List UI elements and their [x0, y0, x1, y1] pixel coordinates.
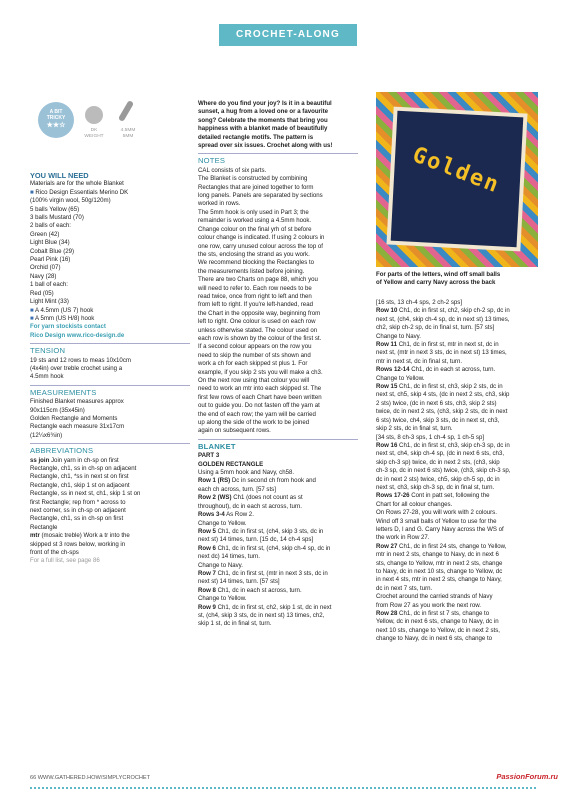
text-line: [16 sts, 13 ch-4 sps, 2 ch-2 sps] [376, 299, 463, 306]
text-line: Row 7 Ch1, dc in first st, (mtr in next 3 sts, dc in [198, 569, 328, 577]
text-line: 19 sts and 12 rows to meas 10x10cm [30, 356, 131, 364]
caption-line: of Yellow and carry Navy across the back [376, 279, 496, 287]
text-line: up along the side of the work to be joined [198, 419, 310, 427]
text-line: front of the ch-sps [30, 549, 79, 557]
text-line: For a full list, see page 86 [30, 557, 100, 565]
text-line: 1 ball of each: [30, 281, 68, 289]
photo-word: Golden [409, 142, 504, 199]
hook-size-label [114, 128, 142, 139]
section-divider [30, 385, 190, 386]
section-divider [30, 343, 190, 344]
text-line: Crochet around the carried strands of Navy [376, 593, 493, 601]
text-line: Finished Blanket measures approx [30, 398, 124, 406]
text-line: again on subsequent rows. [198, 427, 271, 435]
text-line: next st, ch3, skip ch-3 sp, dc in final st, turn. [376, 483, 495, 491]
difficulty-badge [38, 102, 74, 138]
yarn-ball-icon [85, 106, 103, 124]
text-line: sunset, a hug from a loved one or a favourite [198, 108, 329, 116]
text-line: skip 2 sts, dc in final st, turn. [376, 425, 453, 433]
section-heading: ABBREVIATIONS [30, 447, 94, 456]
text-line: ss join Join yarn in ch-sp on first [30, 456, 119, 464]
golden-rectangle-photo [376, 92, 538, 267]
stars-icon: ★★☆ [46, 122, 66, 129]
text-line: We recommend blocking the Rectangles to [198, 259, 315, 267]
text-line: sts, change to Yellow, mtr in next 2 sts, change [376, 559, 503, 567]
text-line: Light Blue (34) [30, 239, 70, 247]
text-line: 4.5mm hook [30, 373, 64, 381]
text-line: [34 sts, 8 ch-3 sps, 1 ch-4 sp, 1 ch-5 sp] [376, 433, 485, 441]
text-line: next st, ch4, skip ch-4 sp, (dc in next 6 sts, ch3, [376, 450, 505, 458]
text-line: left to right. One colour is used on each row [198, 318, 316, 326]
text-line: work a ch for each skipped st plus 1. For [198, 360, 308, 368]
text-line: Rows 12-14 Ch1, dc in each st across, turn. [376, 366, 496, 374]
text-line: Change colour on the final yrh of st before [198, 225, 312, 233]
watermark: PassionForum.ru [496, 772, 558, 781]
text-line: (100% virgin wool, 50g/120m) [30, 197, 111, 205]
text-line: skipped st 3 rows below, working in [30, 540, 126, 548]
page-footer: 66 WWW.GATHERED.HOW/SIMPLYCROCHET [30, 775, 151, 781]
section-divider [198, 153, 358, 154]
text-line: dc in next 7 sts, turn. [376, 584, 433, 592]
text-line: next dc) 14 times, turn. [198, 553, 260, 561]
text-line: Rectangle each measure 31x17cm [30, 423, 125, 431]
text-line: colour change is indicated. If using 2 colours in [198, 234, 325, 242]
column-notes [198, 100, 358, 629]
text-line: (12¼x6¾in) [30, 431, 63, 439]
text-line: Row 1 (RS) Dc in second ch from hook and [198, 477, 316, 485]
text-line: long panels. Panels are separated by sections [198, 192, 323, 200]
text-line: twice, dc in next 2 sts, (ch3, skip 2 sts, dc in next [376, 408, 508, 416]
text-line: ■ A 4.5mm (US 7) hook [30, 306, 94, 314]
text-line: next st) 14 times, turn. [15 dc, 14 ch-4 sps] [198, 536, 314, 544]
text-line: next 10 sts, change to Yellow, dc in next 2 sts, [376, 626, 500, 634]
text-line: next st, (ch4, skip ch-4 sp, dc in next st) 13 times, [376, 315, 510, 323]
text-line: example, if you skip 2 sts you will make a ch3. [198, 368, 323, 376]
difficulty-panel [30, 92, 190, 168]
text-line: from left to right. If you're left-handed, read [198, 301, 313, 309]
text-line: CAL consists of six parts. [198, 166, 267, 174]
text-line: mtr (mosaic treble) Work a tr into the [30, 532, 130, 540]
text-line: On Rows 27-28, you will work with 2 colours. [376, 509, 497, 517]
text-line: The 5mm hook is only used in Part 3; the [198, 208, 309, 216]
text-line: first few rows of each Chart have been written [198, 393, 322, 401]
text-line: Change to Navy. [376, 332, 421, 340]
text-line: next st, ch5, skip 4 sts, (dc in next 2 sts, ch3, skip [376, 391, 510, 399]
text-line: will need to refer to. Each row needs to be [198, 284, 312, 292]
hook-label-2: 5MM [122, 133, 134, 139]
text-line: each row is shown by the colour of the first st. [198, 334, 322, 342]
text-line: dc in next 2 sts) twice, ch5, skip ch-5 sp, dc in [376, 475, 500, 483]
text-line: from Row 27 as you work the next row. [376, 601, 481, 609]
text-line: Where do you find your joy? Is it in a beautiful [198, 100, 332, 107]
text-line: (4x4in) over treble crochet using a [30, 364, 123, 372]
text-line: The Blanket is constructed by combining [198, 175, 308, 183]
text-line: Red (05) [30, 289, 54, 297]
text-line: Rectangle, ch1, ss in ch-sp on first [30, 515, 124, 523]
text-line: mtr in next 2 sts, change to Navy, dc in next 6 [376, 551, 499, 559]
text-line: Yellow, dc in next 6 sts, change to Navy, dc in [376, 618, 499, 626]
text-line: Row 5 Ch1, dc in first st, (ch4, skip 3 sts, dc in [198, 527, 324, 535]
text-line: song? Celebrate the moments that bring you [198, 116, 328, 124]
text-line: detailed rectangle motifs. The pattern is [198, 133, 314, 141]
text-line: 2 balls of each: [30, 222, 71, 230]
text-line: next corner, ss in ch-sp on adjacent [30, 507, 126, 515]
text-line: 6 sts) twice, ch4, skip 3 sts, dc in next st, ch3, [376, 416, 500, 424]
text-line: ch2, skip ch-2 sp, dc in final st, turn. [57 sts] [376, 324, 495, 332]
text-line: Row 9 Ch1, dc in first st, ch2, skip 1 st, dc in next [198, 603, 332, 611]
footer-rule [30, 787, 536, 789]
text-line: Using a 5mm hook and Navy, ch58. [198, 469, 295, 477]
text-line: 2 sts) twice, (dc in next 6 sts, ch3, skip 2 sts) [376, 399, 497, 407]
yarn-weight-label [80, 128, 108, 139]
text-line: the sts, enclosing the strand as you work. [198, 250, 310, 258]
text-line: There are two Charts on page 88, which you [198, 276, 318, 284]
text-line: Change to Yellow. [198, 595, 247, 603]
text-line: in next 4 sts, mtr in next 2 sts, change to Navy, [376, 576, 502, 584]
text-line: Rectangle, ch1, *ss in next st on first [30, 473, 129, 481]
text-line: Cobalt Blue (29) [30, 247, 75, 255]
text-line: Chart for all colour changes. [376, 500, 453, 508]
text-line: GOLDEN RECTANGLE [198, 460, 264, 468]
text-line: happiness with a blanket made of beautifully [198, 125, 328, 133]
text-line: 90x115cm (35x45in) [30, 406, 85, 414]
text-line: Rows 3-4 As Row 2. [198, 511, 254, 519]
text-line: Rectangle, ch1, skip 1 st on adjacent [30, 481, 130, 489]
text-line: PART 3 [198, 452, 220, 460]
section-heading: MEASUREMENTS [30, 388, 97, 397]
text-line: Row 16 Ch1, dc in first st, ch3, skip ch-3 sp, dc in [376, 441, 510, 449]
text-line: throughout), dc in each st across, turn. [198, 502, 302, 510]
yarn-label-2: WEIGHT [84, 133, 104, 139]
section-divider [30, 443, 190, 444]
text-line: 5 balls Yellow (65) [30, 205, 80, 213]
text-line: skip 1 st, dc in final st, turn. [198, 620, 272, 628]
text-line: unless otherwise stated. The colour used on [198, 326, 318, 334]
yarn-label-1: DK [90, 128, 98, 133]
text-line: Materials are for the whole Blanket [30, 180, 124, 188]
text-line: the work in Row 27. [376, 534, 430, 542]
text-line: skip ch-3 sp) twice, dc in next 2 sts, (ch3, skip [376, 458, 500, 466]
section-divider [198, 439, 358, 440]
text-line: Rectangle, ch1, ss in ch-sp on adjacent [30, 465, 137, 472]
text-line: Light Mint (33) [30, 298, 69, 306]
text-line: mtr in next st, dc in final st, turn. [376, 357, 463, 365]
section-banner: CROCHET-ALONG [219, 24, 357, 46]
text-line: letters D, l and G. Carry Navy across the WS of [376, 525, 504, 533]
text-line: Pearl Pink (16) [30, 256, 71, 264]
column-requirements [30, 172, 190, 566]
section-heading: BLANKET [198, 442, 236, 451]
text-line: Row 15 Ch1, dc in first st, ch3, skip 2 sts, dc in [376, 383, 503, 391]
text-line: Navy (28) [30, 272, 57, 280]
text-line: Rectangle, ss in next st, ch1, skip 1 st on [30, 490, 141, 498]
badge-line2: TRICKY [46, 115, 66, 121]
text-line: one row, carry unused colour across the top of [198, 242, 323, 250]
text-line: Row 10 Ch1, dc in first st, ch2, skip ch-2 sp, dc in [376, 307, 510, 315]
text-line: ■ A 5mm (US H/8) hook [30, 314, 95, 322]
hook-label-1: 4.5MM [120, 128, 136, 133]
text-line: Row 8 Ch1, dc in each st across, turn. [198, 586, 302, 594]
section-heading: TENSION [30, 347, 66, 356]
text-line: Orchid (07) [30, 264, 61, 272]
text-line: spread over six issues. Crochet along with us! [198, 142, 333, 150]
crochet-hook-icon [118, 100, 134, 122]
text-line: Change to Yellow. [198, 519, 247, 527]
text-line: Change to Navy. [198, 561, 243, 569]
text-line: ch-3 sp, dc in next 6 sts) twice, (ch3, skip ch-3 sp, [376, 467, 511, 475]
text-line: Row 28 Ch1, dc in first st 7 sts, change to [376, 610, 490, 618]
text-line: Change to Yellow. [376, 374, 425, 382]
text-line: Row 6 Ch1, dc in first st, (ch4, skip ch-4 sp, dc in [198, 544, 331, 552]
section-heading: NOTES [198, 157, 226, 166]
text-line: Row 27 Ch1, dc in first 24 sts, change to Yellow, [376, 542, 507, 550]
text-line: the measurements listed before joining. [198, 267, 305, 275]
text-line: Rows 17-26 Cont in patt set, following the [376, 492, 490, 500]
text-line: Row 11 Ch1, dc in first st, mtr in next st, dc in [376, 341, 499, 349]
text-line: next st, (mtr in next 3 sts, dc in next st) 13 times, [376, 349, 507, 357]
text-line: Row 2 (WS) Ch1 (does not count as st [198, 494, 303, 502]
column-pattern [376, 299, 536, 644]
text-line: the Chart in the opposite way, beginning from [198, 309, 321, 317]
caption-line: For parts of the letters, wind off small balls [376, 271, 501, 278]
text-line: change to Navy, dc in next 6 sts, change to [376, 635, 493, 643]
text-line: Wind off 3 small balls of Yellow to use for the [376, 517, 497, 525]
text-line: On the next row using that colour you will [198, 377, 310, 384]
text-line: Rectangles that are joined together to form [198, 183, 314, 191]
text-line: the end of each row; the yarn will be carried [198, 410, 316, 418]
badge-line1: A BIT [49, 109, 63, 115]
text-line: Rectangle [30, 523, 58, 531]
text-line: Green (42) [30, 230, 60, 238]
text-line: each ch across, turn. [57 sts] [198, 485, 276, 493]
text-line: 3 balls Mustard (70) [30, 214, 84, 222]
text-line: first Rectangle; rep from * across to [30, 498, 126, 506]
text-line: next st) 14 times, turn. [57 sts] [198, 578, 280, 586]
text-line: Golden Rectangle and Moments [30, 414, 118, 422]
text-line: For yarn stockists contact [30, 323, 106, 331]
text-line: need to work an mtr into each skipped st. The [198, 385, 322, 393]
text-line: Rico Design www.rico-design.de [30, 331, 125, 339]
text-line: st, (ch4, skip 3 sts, dc in next st) 13 times, ch2, [198, 611, 325, 619]
section-heading: YOU WILL NEED [30, 172, 89, 180]
text-line: out to guide you. Do not fasten off the yarn at [198, 402, 320, 410]
photo-swatch [391, 111, 524, 247]
text-line: to Navy, dc in next 10 sts, change to Yellow, dc [376, 568, 503, 575]
text-line: ■ Rico Design Essentials Merino DK [30, 188, 129, 196]
text-line: If a second colour appears on the row you [198, 343, 312, 351]
text-line: read twice, once from right to left and then [198, 292, 312, 300]
text-line: worked in rows. [198, 200, 241, 208]
text-line: need to skip the number of sts shown and [198, 351, 311, 359]
photo-caption [376, 271, 536, 288]
text-line: remainder is worked using a 4.5mm hook. [198, 217, 312, 225]
